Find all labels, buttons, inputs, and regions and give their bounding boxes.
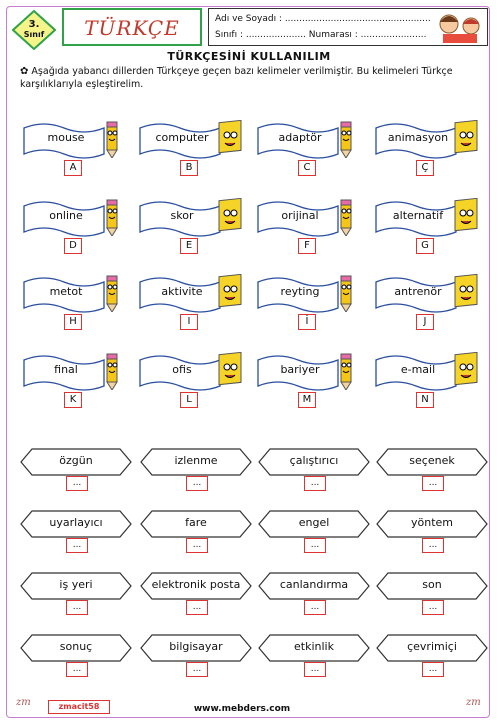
answer-box[interactable]: ...	[304, 476, 326, 491]
meaning-card	[20, 510, 132, 538]
turkish-meaning: fare	[185, 516, 207, 529]
word-letter-box: B	[180, 160, 198, 176]
answer-box[interactable]: ...	[304, 662, 326, 677]
pencil-mascot-icon	[100, 274, 122, 316]
answer-box[interactable]: ...	[304, 600, 326, 615]
turkish-meaning: izlenme	[174, 454, 218, 467]
meaning-card	[140, 510, 252, 538]
book-mascot-icon	[216, 198, 244, 240]
meaning-card	[258, 634, 370, 662]
instructions	[20, 65, 485, 91]
answer-box[interactable]: ...	[186, 538, 208, 553]
foreign-word: e-mail	[400, 363, 436, 376]
word-letter-box: D	[64, 238, 82, 254]
answer-box[interactable]: ...	[422, 600, 444, 615]
answer-box[interactable]: ...	[422, 476, 444, 491]
instructions-text: Aşağıda yabancı dillerden Türkçeye geçen bazı kelimeler verilmiştir. Bu kelimeleri Türkçe karşılıklarıyla eşleştirelim.	[20, 66, 453, 90]
word-letter-box: M	[298, 392, 316, 408]
name-field[interactable]: Adı ve Soyadı : ...................................................	[215, 14, 431, 24]
pencil-mascot-icon	[334, 274, 356, 316]
answer-box[interactable]: ...	[186, 662, 208, 677]
book-mascot-icon	[452, 120, 480, 162]
turkish-meaning: çalıştırıcı	[289, 454, 339, 467]
turkish-meaning: çevrimiçi	[407, 640, 457, 653]
pencil-mascot-icon	[100, 120, 122, 162]
meaning-card	[258, 448, 370, 476]
meaning-card	[376, 510, 488, 538]
book-mascot-icon	[452, 274, 480, 316]
meaning-card	[376, 572, 488, 600]
student-info-box	[208, 8, 488, 46]
book-mascot-icon	[216, 274, 244, 316]
meaning-card	[140, 634, 252, 662]
pencil-mascot-icon	[334, 352, 356, 394]
turkish-meaning: uyarlayıcı	[49, 516, 103, 529]
foreign-word: reyting	[280, 285, 320, 298]
book-mascot-icon	[452, 198, 480, 240]
pencil-mascot-icon	[334, 120, 356, 162]
foreign-word: orijinal	[281, 209, 319, 222]
turkish-meaning: canlandırma	[279, 578, 349, 591]
answer-box[interactable]: ...	[66, 476, 88, 491]
pencil-mascot-icon	[334, 198, 356, 240]
foreign-word: antrenör	[394, 285, 442, 298]
page-heading: TÜRKÇESİNİ KULLANILIM	[167, 50, 331, 63]
word-letter-box: İ	[298, 314, 316, 330]
word-letter-box: N	[416, 392, 434, 408]
foreign-word: adaptör	[278, 131, 322, 144]
turkish-meaning: özgün	[59, 454, 93, 467]
meaning-card	[20, 634, 132, 662]
meaning-card	[140, 448, 252, 476]
meaning-card	[258, 510, 370, 538]
pencil-mascot-icon	[100, 198, 122, 240]
meaning-card	[376, 634, 488, 662]
turkish-meaning: son	[422, 578, 442, 591]
word-letter-box: E	[180, 238, 198, 254]
foreign-word: final	[54, 363, 78, 376]
answer-box[interactable]: ...	[186, 476, 208, 491]
book-mascot-icon	[216, 120, 244, 162]
foreign-word: aktivite	[161, 285, 203, 298]
foreign-word: bariyer	[280, 363, 320, 376]
footer-mark-right: zm	[466, 697, 481, 708]
meaning-card	[258, 572, 370, 600]
answer-box[interactable]: ...	[66, 662, 88, 677]
word-letter-box: J	[416, 314, 434, 330]
word-letter-box: L	[180, 392, 198, 408]
turkish-meaning: iş yeri	[59, 578, 93, 591]
turkish-meaning: etkinlik	[294, 640, 334, 653]
meaning-card	[376, 448, 488, 476]
grade-number: 3.	[28, 19, 40, 30]
foreign-word: metot	[49, 285, 83, 298]
word-letter-box: C	[298, 160, 316, 176]
subject-title: TÜRKÇE	[84, 16, 180, 40]
flower-bullet-icon: ✿	[20, 66, 29, 77]
answer-box[interactable]: ...	[304, 538, 326, 553]
answer-box[interactable]: ...	[66, 600, 88, 615]
pencil-mascot-icon	[100, 352, 122, 394]
foreign-word: mouse	[47, 131, 85, 144]
turkish-meaning: seçenek	[409, 454, 455, 467]
meaning-card	[20, 572, 132, 600]
word-letter-box: F	[298, 238, 316, 254]
word-letter-box: I	[180, 314, 198, 330]
answer-box[interactable]: ...	[422, 662, 444, 677]
author-code: zmacit58	[48, 700, 110, 714]
book-mascot-icon	[452, 352, 480, 394]
turkish-meaning: bilgisayar	[169, 640, 223, 653]
foreign-word: computer	[155, 131, 209, 144]
footer-site[interactable]: www.mebders.com	[193, 704, 291, 714]
answer-box[interactable]: ...	[66, 538, 88, 553]
word-letter-box: G	[416, 238, 434, 254]
answer-box[interactable]: ...	[422, 538, 444, 553]
word-letter-box: Ç	[416, 160, 434, 176]
book-mascot-icon	[216, 352, 244, 394]
grade-badge	[12, 10, 56, 46]
foreign-word: online	[49, 209, 83, 222]
word-letter-box: A	[64, 160, 82, 176]
children-reading-icon	[435, 10, 485, 44]
footer-mark-left: zm	[16, 697, 31, 708]
meaning-card	[20, 448, 132, 476]
foreign-word: ofis	[172, 363, 192, 376]
turkish-meaning: yöntem	[410, 516, 453, 529]
foreign-word: alternatif	[392, 209, 444, 222]
turkish-meaning: engel	[298, 516, 330, 529]
class-number-field[interactable]: Sınıfı : ..................... Numarası : .......................	[215, 30, 427, 40]
foreign-word: skor	[170, 209, 194, 222]
foreign-word: animasyon	[387, 131, 449, 144]
turkish-meaning: elektronik posta	[151, 578, 241, 591]
word-letter-box: H	[64, 314, 82, 330]
turkish-meaning: sonuç	[59, 640, 93, 653]
grade-label: Sınıf	[23, 30, 45, 39]
answer-box[interactable]: ...	[186, 600, 208, 615]
word-letter-box: K	[64, 392, 82, 408]
meaning-card	[140, 572, 252, 600]
subject-title-box	[62, 8, 202, 46]
